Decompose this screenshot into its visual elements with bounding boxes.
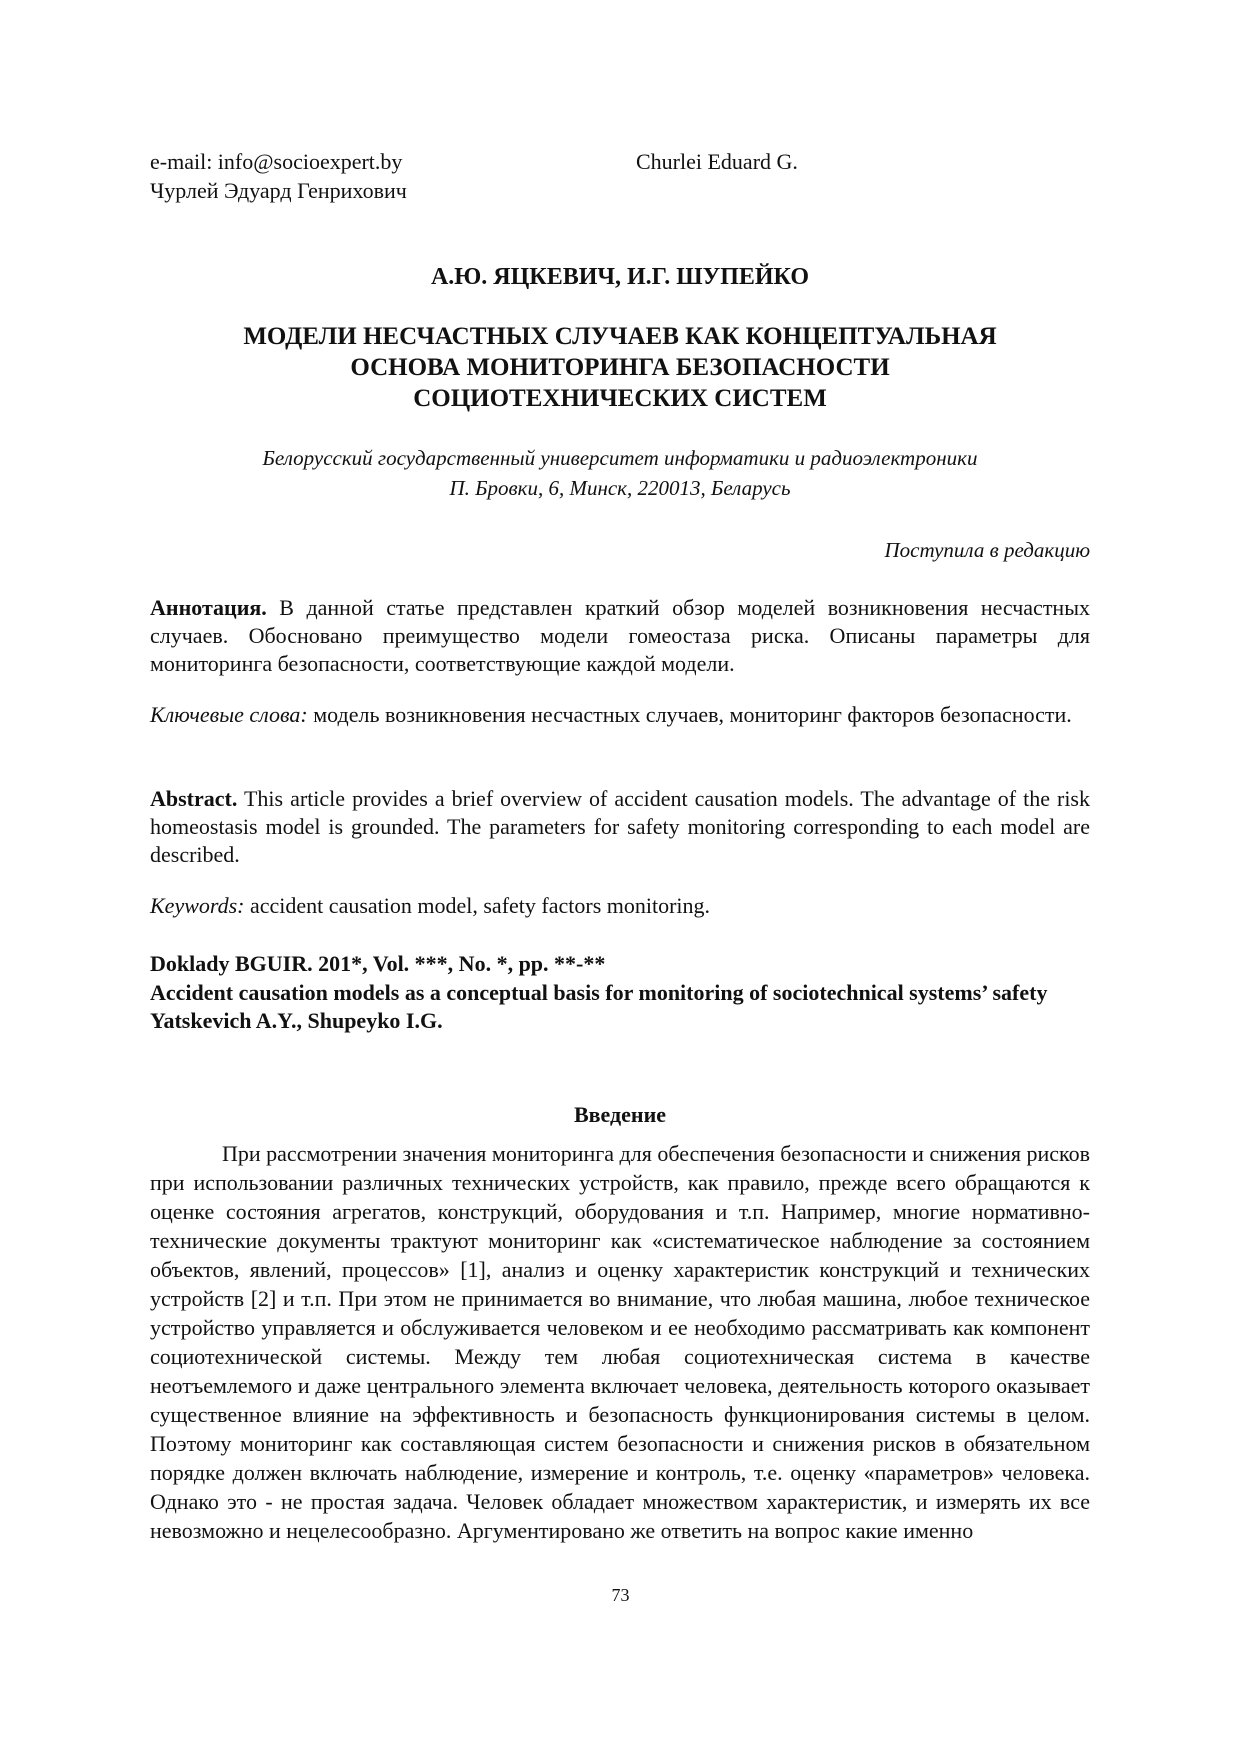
affiliation-line: Белорусский государственный университет информатики и радиоэлектроники — [262, 446, 978, 470]
contact-email: e-mail: info@socioexpert.by — [150, 149, 403, 174]
keywords-en-label: Keywords: — [150, 893, 245, 918]
keywords-en — [150, 892, 1090, 920]
abstract-ru-text: В данной статье представлен краткий обзор моделей возникновения несчастных случаев. Обосновано преимущество модели гомеостаза риска. Описаны параметры для мониторинга безопасности, соответствующие каждой модели. — [150, 595, 1090, 676]
title-line: МОДЕЛИ НЕСЧАСТНЫХ СЛУЧАЕВ КАК КОНЦЕПТУАЛЬНАЯ — [243, 323, 997, 350]
english-authors: Yatskevich A.Y., Shupeyko I.G. — [150, 1008, 443, 1033]
abstract-en-text: This article provides a brief overview of accident causation models. The advantage of the risk homeostasis model is grounded. The parameters for safety monitoring corresponding to each model are described. — [150, 786, 1090, 867]
intro-paragraph: При рассмотрении значения мониторинга для обеспечения безопасности и снижения рисков при использовании различных технических устройств, как правило, прежде всего обращаются к оценке состояния агрегатов, конструкций, оборудования и т.п. Например, многие нормативно-технические документы трактуют мониторинг как «систематическое наблюдение за состоянием объектов, явлений, процессов» [1], анализ и оценку характеристик конструкций и технических устройств [2] и т.п. При этом не принимается во внимание, что любая машина, любое техническое устройство управляется и обслуживается человеком и ее необходимо рассматривать как компонент социотехнической системы. Между тем любая социотехническая система в качестве неотъемлемого и даже центрального элемента включает человека, деятельность которого оказывает существенное влияние на эффективность и безопасность функционирования системы в целом. Поэтому мониторинг как составляющая систем безопасности и снижения рисков в обязательном порядке должен включать наблюдение, измерение и контроль, т.е. оценку «параметров» человека. Однако это - не простая задача. Человек обладает множеством характеристик, и измерять их все невозможно и нецелесообразно. Аргументировано же ответить на вопрос какие именно — [150, 1141, 1090, 1543]
english-title: Accident causation models as a conceptual basis for monitoring of sociotechnical systems’ safety — [150, 979, 1048, 1005]
english-metadata — [150, 950, 1090, 1036]
intro-heading: Введение — [573, 1102, 667, 1127]
english-citation: Doklady BGUIR. 201*, Vol. ***, No. *, pp. **-** — [150, 951, 606, 976]
article-title — [150, 321, 1090, 414]
title-line: СОЦИОТЕХНИЧЕСКИХ СИСТЕМ — [413, 385, 827, 412]
affiliation — [150, 443, 1090, 503]
page-number: 73 — [611, 1585, 630, 1605]
contact-name-ru: Чурлей Эдуард Генрихович — [150, 178, 407, 203]
received-note: Поступила в редакцию — [884, 538, 1090, 562]
article-authors: А.Ю. ЯЦКЕВИЧ, И.Г. ШУПЕЙКО — [430, 264, 810, 290]
contact-left — [150, 147, 620, 205]
abstract-en-label: Abstract. — [150, 786, 238, 811]
affiliation-line: П. Бровки, 6, Минск, 220013, Беларусь — [449, 476, 791, 500]
abstract-en — [150, 785, 1090, 869]
keywords-ru — [150, 701, 1090, 729]
keywords-en-text: accident causation model, safety factors monitoring. — [244, 893, 711, 918]
keywords-ru-text: модель возникновения несчастных случаев, мониторинг факторов безопасности. — [307, 702, 1072, 727]
keywords-ru-label: Ключевые слова: — [150, 702, 308, 727]
contact-name-en: Churlei Eduard G. — [636, 149, 798, 174]
abstract-ru — [150, 594, 1090, 678]
abstract-ru-label: Аннотация. — [150, 595, 267, 620]
title-line: ОСНОВА МОНИТОРИНГА БЕЗОПАСНОСТИ — [350, 354, 890, 381]
